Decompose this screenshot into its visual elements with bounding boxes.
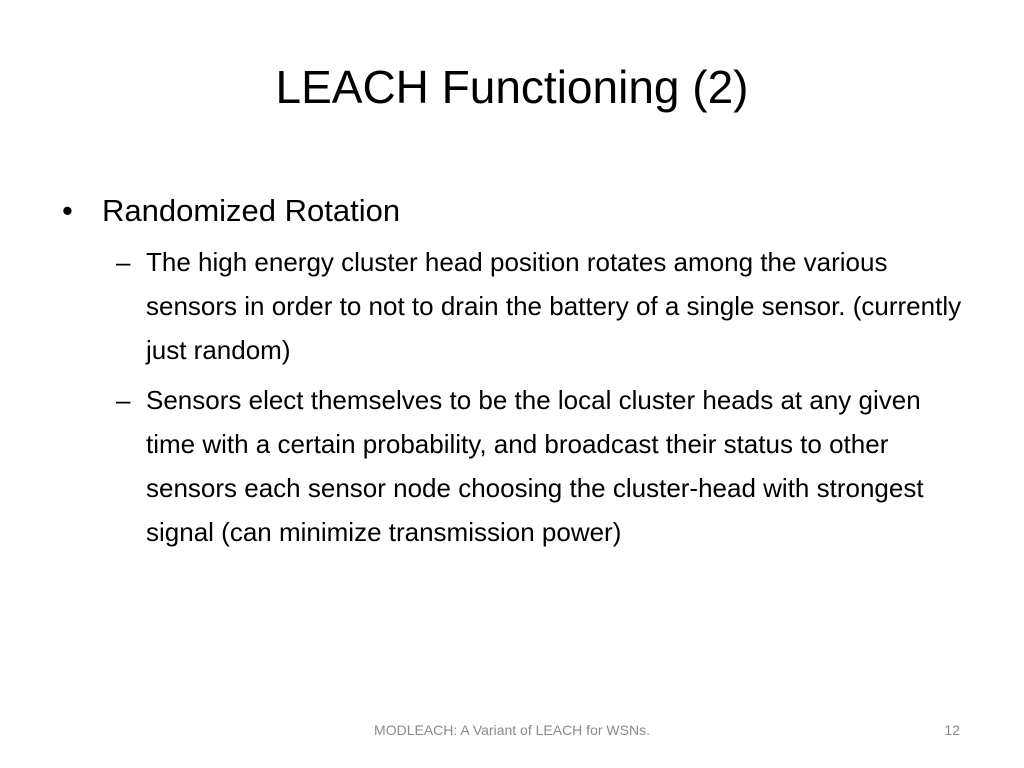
sub-bullet-text: Sensors elect themselves to be the local cluster heads at any given time with a certain probability, and broadcast their status to other sensors each sensor node choosing the cluster-head with strongest signal (can minimize transmission power) <box>146 385 924 547</box>
page-number: 12 <box>944 722 960 738</box>
sub-bullet-item <box>116 240 982 372</box>
dash-icon: – <box>116 385 131 415</box>
sub-bullet-item <box>116 378 982 554</box>
slide-footer: MODLEACH: A Variant of LEACH for WSNs. <box>374 722 650 738</box>
dash-icon: – <box>116 247 131 277</box>
sub-bullet-text: The high energy cluster head position rotates among the various sensors in order to not to drain the battery of a single sensor. (currently just random) <box>146 247 962 365</box>
main-bullet-label: Randomized Rotation <box>102 193 401 228</box>
main-bullet <box>62 188 982 234</box>
bullet-marker-icon: • <box>62 193 73 228</box>
slide-title: LEACH Functioning (2) <box>275 61 749 113</box>
sub-bullet-list <box>116 240 982 554</box>
slide-content <box>62 188 982 560</box>
